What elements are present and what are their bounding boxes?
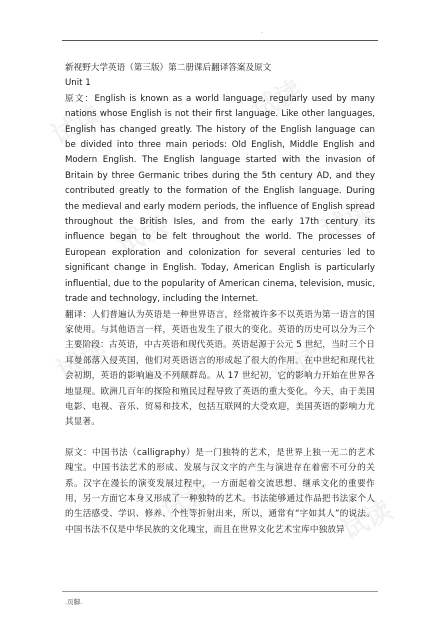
watermark: 试读 — [112, 210, 173, 262]
watermark: 试读 — [47, 100, 108, 152]
watermark: 试读 — [52, 335, 113, 387]
footer-rule — [62, 591, 378, 592]
watermark: 试读 — [157, 475, 218, 527]
watermark: 试读 — [247, 75, 308, 127]
header-mark: . — [261, 28, 263, 35]
paragraph-spacer — [65, 431, 375, 446]
unit-heading: Unit 1 — [65, 78, 91, 89]
header-rule — [62, 40, 378, 41]
watermark: 试读 — [337, 495, 398, 547]
watermark: 试读 — [317, 195, 378, 247]
english-original-paragraph: 原文：English is known as a world language, regularly used by many nations whose English is not their first language. Like other languages, English has changed greatly. The history of the English language can be divided into three main periods: Old English, Middle English and Modern English. The English language started with the invasion of Britain by three Germanic tribes during the 5th century AD, and they contributed greatly to the formation of the English language. During the medieval and early modern periods, the influence of English spread throughout the British Isles, and from the early 17th century its influence began to be felt throughout the world. The processes of European exploration and colonization for several centuries led to significant change in English. Today, American English is particularly influential, due to the popularity of American cinema, television, music, trade and technology, including the Internet. — [65, 93, 375, 305]
document-title: 新视野大学英语（第三版）第二册课后翻译答案及原文 — [65, 63, 272, 73]
footer-text: .页脚. — [65, 598, 83, 606]
watermark: 试读 — [267, 340, 328, 392]
document-body — [65, 61, 378, 538]
chinese-translation-paragraph: 翻译：人们普遍认为英语是一种世界语言，经常被许多不以英语为第一语言的国家使用。与其他语言一样，英语也发生了很大的变化。英语的历史可以分为三个主要阶段：古英语，中古英语和现代英语。英语起源于公元 5 世纪，当时三个日耳曼部落入侵英国，他们对英语语言的形成起了很大的作用。在中世纪和现代社会初期，英语的影响遍及不列颠群岛。从 17 世纪初，它的影响力开始在世界各地显现。欧洲几百年的探险和殖民过程导致了英语的重大变化。今天，由于美国电影、电视、音乐、贸易和技术，包括互联网的大受欢迎，美国英语的影响力尤其显著。 — [65, 309, 375, 428]
calligraphy-original-paragraph: 原文：中国书法（calligraphy）是一门独特的艺术，是世界上独一无二的艺术瑰宝。中国书法艺术的形成、发展与汉文字的产生与演进存在着密不可分的关系。汉字在漫长的演变发展过程中，一方面起着交流思想、继承文化的重要作用，另一方面它本身又形成了一种独特的艺术。书法能够通过作品把书法家个人的生活感受、学识、修养、个性等折射出来，所以，通常有“字如其人”的说法。中国书法不仅是中华民族的文化瑰宝，而且在世界文化艺术宝库中独放异 — [65, 447, 375, 535]
